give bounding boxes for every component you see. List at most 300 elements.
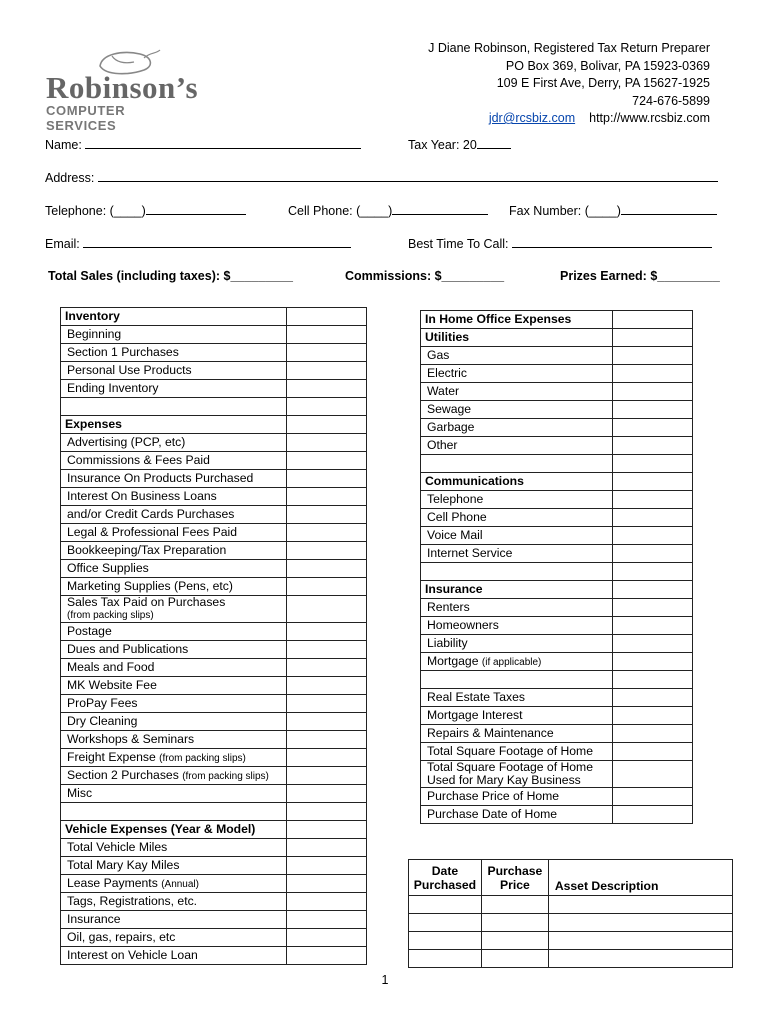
amount-cell[interactable] bbox=[287, 524, 367, 542]
row-label-text: Communications bbox=[425, 474, 524, 488]
table-row bbox=[61, 434, 367, 452]
logo-name: Robinson’s bbox=[46, 70, 199, 105]
row-label-text: Marketing Supplies (Pens, etc) bbox=[67, 579, 233, 593]
table-row bbox=[61, 731, 367, 749]
amount-cell[interactable] bbox=[287, 344, 367, 362]
row-label bbox=[421, 563, 613, 581]
amount-cell[interactable] bbox=[287, 380, 367, 398]
table-row bbox=[61, 308, 367, 326]
table-row bbox=[61, 929, 367, 947]
preparer-name: J Diane Robinson, Registered Tax Return Preparer bbox=[428, 41, 710, 55]
row-label bbox=[421, 491, 613, 509]
row-label bbox=[61, 893, 287, 911]
amount-cell[interactable] bbox=[613, 581, 693, 599]
row-label-text: Internet Service bbox=[427, 546, 513, 560]
row-label bbox=[421, 527, 613, 545]
row-label-text: Section 1 Purchases bbox=[67, 345, 179, 359]
company-logo bbox=[44, 48, 199, 133]
amount-cell[interactable] bbox=[287, 641, 367, 659]
table-row bbox=[421, 689, 693, 707]
row-label-text: Lease Payments bbox=[67, 875, 158, 890]
row-label bbox=[61, 344, 287, 362]
table-row bbox=[421, 419, 693, 437]
table-row bbox=[61, 623, 367, 641]
amount-cell[interactable] bbox=[287, 947, 367, 965]
description-cell[interactable] bbox=[548, 914, 732, 932]
row-label bbox=[421, 689, 613, 707]
row-label bbox=[61, 524, 287, 542]
row-label bbox=[61, 434, 287, 452]
amount-cell[interactable] bbox=[287, 803, 367, 821]
date-cell[interactable] bbox=[409, 896, 482, 914]
amount-cell[interactable] bbox=[287, 857, 367, 875]
row-label bbox=[61, 416, 287, 434]
row-label bbox=[61, 839, 287, 857]
amount-cell[interactable] bbox=[287, 506, 367, 524]
name-field[interactable] bbox=[45, 137, 361, 152]
row-label bbox=[61, 911, 287, 929]
row-label-text: Homeowners bbox=[427, 618, 499, 632]
table-row bbox=[421, 509, 693, 527]
amount-cell[interactable] bbox=[287, 911, 367, 929]
row-label bbox=[61, 695, 287, 713]
row-label bbox=[61, 326, 287, 344]
table-row bbox=[61, 713, 367, 731]
table-row bbox=[61, 506, 367, 524]
table-row bbox=[421, 491, 693, 509]
business-expenses-table bbox=[60, 307, 367, 965]
amount-cell[interactable] bbox=[613, 401, 693, 419]
date-cell[interactable] bbox=[409, 914, 482, 932]
row-label bbox=[421, 635, 613, 653]
amount-cell[interactable] bbox=[613, 707, 693, 725]
table-row bbox=[61, 785, 367, 803]
asset-row bbox=[409, 914, 733, 932]
price-cell[interactable] bbox=[481, 932, 548, 950]
table-row bbox=[421, 761, 693, 788]
row-label bbox=[421, 383, 613, 401]
table-row bbox=[421, 473, 693, 491]
table-row bbox=[421, 527, 693, 545]
row-label-text: In Home Office Expenses bbox=[425, 312, 572, 326]
table-row bbox=[61, 821, 367, 839]
table-row bbox=[421, 653, 693, 671]
row-label-text: Total Square Footage of Home bbox=[427, 760, 593, 774]
page-number: 1 bbox=[381, 973, 389, 987]
row-label-text: Telephone bbox=[427, 492, 484, 506]
row-label-text: Workshops & Seminars bbox=[67, 732, 195, 746]
row-label bbox=[61, 542, 287, 560]
amount-cell[interactable] bbox=[613, 545, 693, 563]
row-label-note: (from packing slips) bbox=[67, 610, 154, 621]
row-label bbox=[421, 725, 613, 743]
row-label-text: Sales Tax Paid on Purchases bbox=[67, 595, 226, 609]
row-label bbox=[61, 659, 287, 677]
row-label-text: Postage bbox=[67, 624, 112, 638]
amount-cell[interactable] bbox=[287, 308, 367, 326]
amount-cell[interactable] bbox=[287, 326, 367, 344]
row-label bbox=[61, 929, 287, 947]
row-label-text: Advertising (PCP, etc) bbox=[67, 435, 186, 449]
amount-cell[interactable] bbox=[613, 383, 693, 401]
row-label-text: Total Vehicle Miles bbox=[67, 840, 168, 854]
table-row bbox=[61, 677, 367, 695]
row-label-text: Ending Inventory bbox=[67, 381, 159, 395]
amount-cell[interactable] bbox=[613, 365, 693, 383]
row-label bbox=[421, 437, 613, 455]
fax-label: Fax Number: bbox=[509, 204, 582, 218]
email-link[interactable]: jdr@rcsbiz.com bbox=[488, 111, 576, 125]
row-label-text: Renters bbox=[427, 600, 470, 614]
amount-cell[interactable] bbox=[287, 470, 367, 488]
amount-cell[interactable] bbox=[613, 761, 693, 788]
amount-cell[interactable] bbox=[613, 725, 693, 743]
asset-row bbox=[409, 896, 733, 914]
price-cell[interactable] bbox=[481, 896, 548, 914]
row-label bbox=[61, 380, 287, 398]
row-label-text: MK Website Fee bbox=[67, 678, 157, 692]
table-row bbox=[61, 542, 367, 560]
row-label bbox=[421, 419, 613, 437]
amount-cell[interactable] bbox=[613, 311, 693, 329]
table-row bbox=[61, 893, 367, 911]
amount-cell[interactable] bbox=[287, 416, 367, 434]
table-row bbox=[421, 599, 693, 617]
prizes-field[interactable]: Prizes Earned: $_________ bbox=[560, 269, 720, 283]
address-label: Address: bbox=[45, 171, 95, 185]
amount-cell[interactable] bbox=[287, 560, 367, 578]
row-label bbox=[61, 947, 287, 965]
amount-cell[interactable] bbox=[287, 785, 367, 803]
preparer-header bbox=[428, 40, 710, 128]
table-row bbox=[61, 452, 367, 470]
row-label bbox=[421, 401, 613, 419]
best-time-field[interactable] bbox=[408, 236, 712, 251]
table-row bbox=[61, 875, 367, 893]
row-label bbox=[61, 803, 287, 821]
row-label bbox=[61, 767, 287, 785]
amount-cell[interactable] bbox=[287, 398, 367, 416]
table-row bbox=[421, 455, 693, 473]
row-label bbox=[421, 545, 613, 563]
table-row bbox=[421, 365, 693, 383]
row-label-text: Liability bbox=[427, 636, 468, 650]
table-row bbox=[421, 311, 693, 329]
home-office-expenses-table bbox=[420, 310, 693, 824]
cell-phone-label: Cell Phone: bbox=[288, 204, 353, 218]
row-label-text: Mortgage Interest bbox=[427, 708, 523, 722]
row-label bbox=[61, 677, 287, 695]
row-label-text: Office Supplies bbox=[67, 561, 149, 575]
table-row bbox=[421, 581, 693, 599]
row-label-note: (Annual) bbox=[161, 878, 199, 890]
table-row bbox=[61, 659, 367, 677]
table-row bbox=[61, 326, 367, 344]
row-label-note: (from packing slips) bbox=[182, 770, 269, 782]
amount-cell[interactable] bbox=[613, 329, 693, 347]
amount-cell[interactable] bbox=[613, 689, 693, 707]
amount-cell[interactable] bbox=[287, 695, 367, 713]
row-label bbox=[61, 452, 287, 470]
row-label-note: (from packing slips) bbox=[159, 752, 246, 764]
area-code: (____) bbox=[584, 204, 621, 218]
table-row bbox=[61, 641, 367, 659]
email-input-line[interactable] bbox=[83, 236, 351, 248]
row-label bbox=[61, 785, 287, 803]
amount-cell[interactable] bbox=[287, 839, 367, 857]
address-line-2: 109 E First Ave, Derry, PA 15627-1925 bbox=[496, 76, 710, 90]
row-label-text: Vehicle Expenses (Year & Model) bbox=[65, 822, 256, 836]
row-label-text: Interest on Vehicle Loan bbox=[67, 948, 198, 962]
row-label bbox=[61, 641, 287, 659]
email-label: Email: bbox=[45, 237, 80, 251]
amount-cell[interactable] bbox=[287, 749, 367, 767]
amount-cell[interactable] bbox=[287, 929, 367, 947]
fax-field[interactable] bbox=[509, 203, 717, 218]
row-label-text: Repairs & Maintenance bbox=[427, 726, 554, 740]
row-label-text: Utilities bbox=[425, 330, 470, 344]
description-cell[interactable] bbox=[548, 932, 732, 950]
row-label-text: Voice Mail bbox=[427, 528, 483, 542]
total-sales-field[interactable]: Total Sales (including taxes): $_________ bbox=[48, 269, 294, 283]
row-label bbox=[61, 875, 287, 893]
row-label bbox=[421, 455, 613, 473]
table-row bbox=[61, 578, 367, 596]
amount-cell[interactable] bbox=[287, 767, 367, 785]
address-line-1: PO Box 369, Bolivar, PA 15923-0369 bbox=[505, 58, 710, 73]
table-row bbox=[61, 488, 367, 506]
price-cell[interactable] bbox=[481, 914, 548, 932]
amount-cell[interactable] bbox=[613, 491, 693, 509]
amount-cell[interactable] bbox=[287, 875, 367, 893]
row-label-text: Commissions & Fees Paid bbox=[67, 453, 210, 467]
row-label-text: Section 2 Purchases bbox=[67, 767, 179, 782]
row-label bbox=[61, 308, 287, 326]
amount-cell[interactable] bbox=[287, 596, 367, 623]
row-label-text: Purchase Date of Home bbox=[427, 807, 558, 821]
fax-input-line[interactable] bbox=[621, 203, 717, 215]
row-label-text: Misc bbox=[67, 786, 93, 800]
amount-cell[interactable] bbox=[613, 599, 693, 617]
row-label-text: Dues and Publications bbox=[67, 642, 189, 656]
telephone-field[interactable] bbox=[45, 203, 246, 218]
table-row bbox=[421, 545, 693, 563]
row-label-text: Total Square Footage of Home bbox=[427, 744, 593, 758]
asset-row bbox=[409, 932, 733, 950]
row-label-text: Insurance bbox=[425, 582, 483, 596]
table-row bbox=[61, 596, 367, 623]
amount-cell[interactable] bbox=[287, 623, 367, 641]
table-row bbox=[61, 416, 367, 434]
email-field[interactable] bbox=[45, 236, 351, 251]
row-label-text: Real Estate Taxes bbox=[427, 690, 526, 704]
row-label bbox=[61, 713, 287, 731]
row-label-text: Inventory bbox=[65, 309, 120, 323]
amount-cell[interactable] bbox=[287, 677, 367, 695]
table-row bbox=[61, 911, 367, 929]
table-row bbox=[421, 401, 693, 419]
row-label-text: Cell Phone bbox=[427, 510, 487, 524]
table-row bbox=[61, 524, 367, 542]
row-label bbox=[421, 761, 613, 788]
row-label-text: Purchase Price of Home bbox=[427, 789, 560, 803]
row-label-text: ProPay Fees bbox=[67, 696, 138, 710]
table-row bbox=[61, 344, 367, 362]
row-label bbox=[421, 707, 613, 725]
table-row bbox=[61, 767, 367, 785]
row-label-text: and/or Credit Cards Purchases bbox=[67, 507, 235, 521]
table-row bbox=[421, 635, 693, 653]
amount-cell[interactable] bbox=[287, 731, 367, 749]
table-row bbox=[61, 839, 367, 857]
logo-subtitle: COMPUTER SERVICES bbox=[46, 103, 126, 133]
amount-cell[interactable] bbox=[613, 347, 693, 365]
row-label-text: Freight Expense bbox=[67, 749, 156, 764]
table-row bbox=[61, 857, 367, 875]
area-code: (____) bbox=[356, 204, 393, 218]
row-label bbox=[61, 506, 287, 524]
row-label-text: Water bbox=[427, 384, 460, 398]
row-label-line2: Used for Mary Kay Business bbox=[427, 773, 581, 787]
address-field[interactable] bbox=[45, 170, 718, 185]
table-row bbox=[61, 362, 367, 380]
amount-cell[interactable] bbox=[613, 473, 693, 491]
amount-cell[interactable] bbox=[613, 509, 693, 527]
row-label bbox=[421, 347, 613, 365]
amount-cell[interactable] bbox=[613, 437, 693, 455]
commissions-field[interactable]: Commissions: $_________ bbox=[345, 269, 505, 283]
row-label bbox=[61, 488, 287, 506]
amount-cell[interactable] bbox=[613, 527, 693, 545]
row-label bbox=[61, 398, 287, 416]
row-label-text: Beginning bbox=[67, 327, 122, 341]
description-cell[interactable] bbox=[548, 896, 732, 914]
area-code: (____) bbox=[109, 204, 146, 218]
address-input-line[interactable] bbox=[98, 170, 718, 182]
amount-cell[interactable] bbox=[613, 653, 693, 671]
amount-cell[interactable] bbox=[287, 452, 367, 470]
amount-cell[interactable] bbox=[287, 713, 367, 731]
row-label bbox=[421, 311, 613, 329]
price-cell[interactable] bbox=[481, 950, 548, 968]
amount-cell[interactable] bbox=[287, 578, 367, 596]
row-label-text: Gas bbox=[427, 348, 450, 362]
date-cell[interactable] bbox=[409, 932, 482, 950]
amount-cell[interactable] bbox=[613, 806, 693, 824]
row-label bbox=[421, 581, 613, 599]
amount-cell[interactable] bbox=[287, 659, 367, 677]
table-row bbox=[61, 749, 367, 767]
row-label-text: Oil, gas, repairs, etc bbox=[67, 930, 176, 944]
amount-cell[interactable] bbox=[613, 455, 693, 473]
table-row bbox=[421, 671, 693, 689]
table-row bbox=[421, 329, 693, 347]
amount-cell[interactable] bbox=[613, 419, 693, 437]
row-label bbox=[61, 623, 287, 641]
amount-cell[interactable] bbox=[287, 893, 367, 911]
row-label bbox=[421, 743, 613, 761]
row-label-text: Tags, Registrations, etc. bbox=[67, 894, 198, 908]
tax-year-field[interactable] bbox=[408, 137, 511, 152]
table-row bbox=[421, 347, 693, 365]
table-row bbox=[61, 695, 367, 713]
row-label-text: Bookkeeping/Tax Preparation bbox=[67, 543, 227, 557]
row-label-text: Sewage bbox=[427, 402, 472, 416]
row-label bbox=[61, 560, 287, 578]
table-row bbox=[421, 788, 693, 806]
amount-cell[interactable] bbox=[287, 542, 367, 560]
cell-phone-field[interactable] bbox=[288, 203, 488, 218]
row-label bbox=[421, 599, 613, 617]
row-label-text: Legal & Professional Fees Paid bbox=[67, 525, 238, 539]
row-label-text: Garbage bbox=[427, 420, 475, 434]
row-label-note: (if applicable) bbox=[481, 656, 542, 668]
asset-description-header: Asset Description bbox=[548, 860, 732, 896]
row-label bbox=[421, 671, 613, 689]
row-label-text: Electric bbox=[427, 366, 467, 380]
row-label-text: Personal Use Products bbox=[67, 363, 192, 377]
amount-cell[interactable] bbox=[287, 821, 367, 839]
row-label bbox=[61, 578, 287, 596]
row-label-text: Insurance On Products Purchased bbox=[67, 471, 254, 485]
row-label-text: Total Mary Kay Miles bbox=[67, 858, 180, 872]
name-input-line[interactable] bbox=[85, 137, 361, 149]
row-label-text: Meals and Food bbox=[67, 660, 155, 674]
table-row bbox=[421, 725, 693, 743]
telephone-input-line[interactable] bbox=[146, 203, 246, 215]
table-row bbox=[61, 398, 367, 416]
table-row bbox=[421, 707, 693, 725]
row-label-text: Expenses bbox=[65, 417, 122, 431]
best-time-input-line[interactable] bbox=[512, 236, 712, 248]
amount-cell[interactable] bbox=[613, 617, 693, 635]
table-row bbox=[61, 380, 367, 398]
table-row bbox=[421, 617, 693, 635]
row-label bbox=[421, 617, 613, 635]
amount-cell[interactable] bbox=[287, 488, 367, 506]
row-label bbox=[421, 806, 613, 824]
name-label: Name: bbox=[45, 138, 82, 152]
amount-cell[interactable] bbox=[287, 362, 367, 380]
amount-cell[interactable] bbox=[613, 743, 693, 761]
amount-cell[interactable] bbox=[613, 671, 693, 689]
asset-table bbox=[408, 859, 733, 968]
cell-phone-input-line[interactable] bbox=[392, 203, 488, 215]
row-label-text: Interest On Business Loans bbox=[67, 489, 217, 503]
description-cell[interactable] bbox=[548, 950, 732, 968]
row-label bbox=[61, 596, 287, 623]
tax-year-input-line[interactable] bbox=[477, 137, 511, 149]
row-label bbox=[421, 329, 613, 347]
table-row bbox=[421, 806, 693, 824]
best-time-label: Best Time To Call: bbox=[408, 237, 509, 251]
row-label bbox=[61, 731, 287, 749]
amount-cell[interactable] bbox=[613, 635, 693, 653]
row-label bbox=[421, 509, 613, 527]
row-label-text: Dry Cleaning bbox=[67, 714, 138, 728]
date-cell[interactable] bbox=[409, 950, 482, 968]
amount-cell[interactable] bbox=[613, 788, 693, 806]
amount-cell[interactable] bbox=[613, 563, 693, 581]
row-label-text: Other bbox=[427, 438, 458, 452]
telephone-label: Telephone: bbox=[45, 204, 107, 218]
row-label-text: Insurance bbox=[67, 912, 121, 926]
table-row bbox=[421, 437, 693, 455]
phone-number: 724-676-5899 bbox=[632, 93, 710, 108]
row-label-text: Mortgage bbox=[427, 653, 479, 668]
website-link[interactable]: http://www.rcsbiz.com bbox=[589, 111, 710, 125]
amount-cell[interactable] bbox=[287, 434, 367, 452]
